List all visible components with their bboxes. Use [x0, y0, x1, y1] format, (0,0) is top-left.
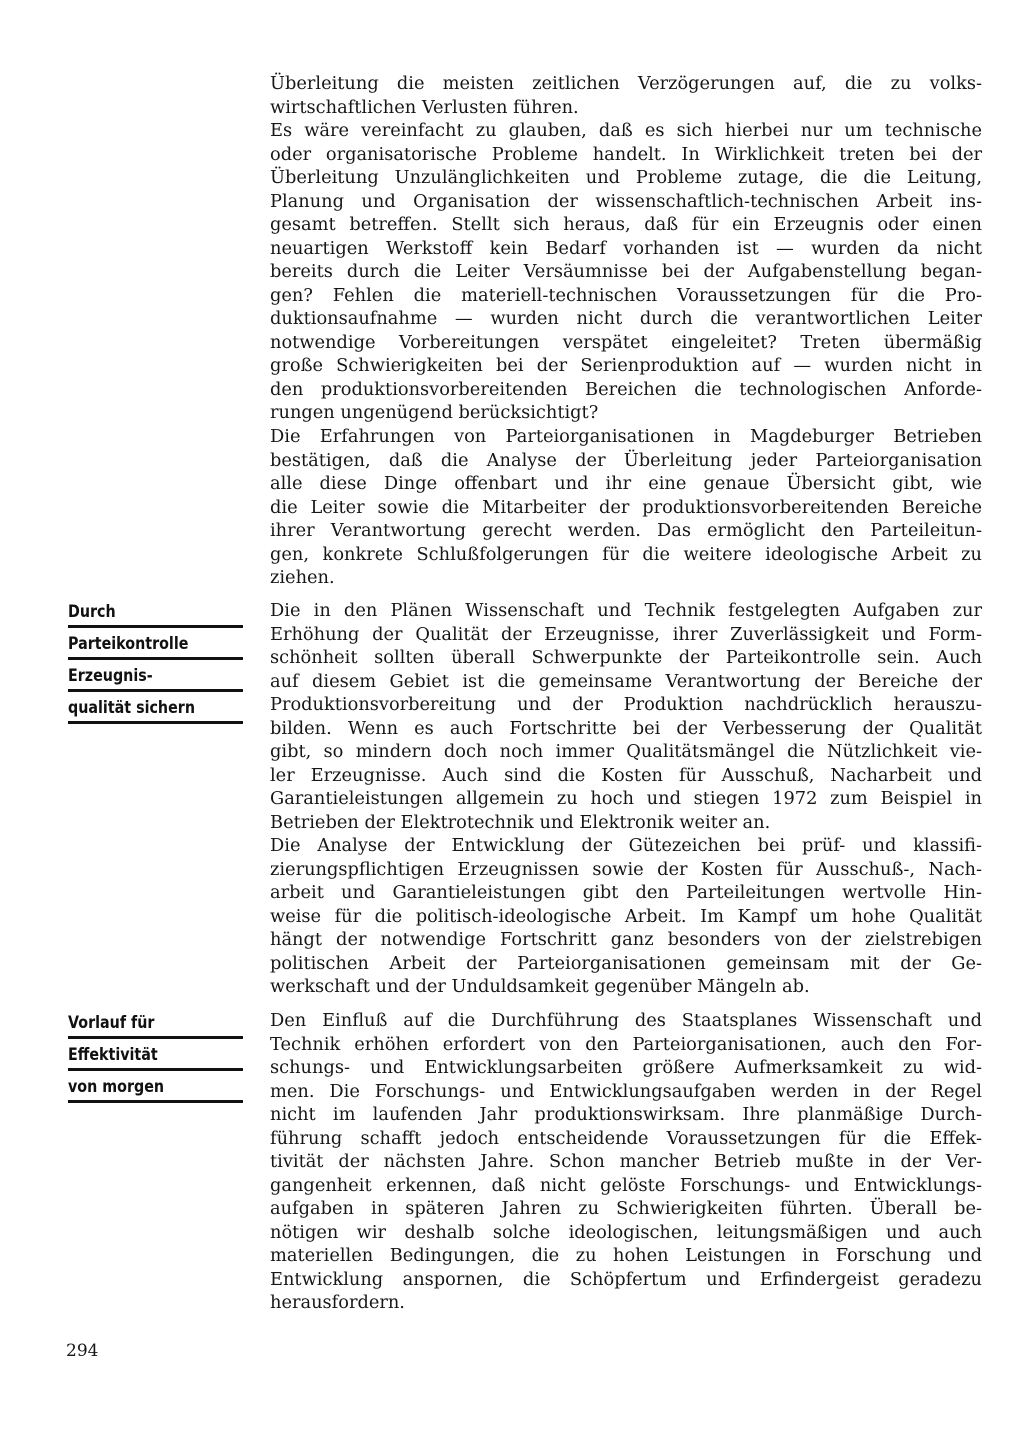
text-line: Es wäre vereinfacht zu glauben, daß es sich hierbei nur um technische: [270, 120, 982, 141]
heading-rule: [68, 1068, 243, 1071]
text-line: gen, konkrete Schlußfolgerungen für die weitere ideologische Arbeit zu: [270, 543, 982, 565]
page-number: 294: [66, 1341, 99, 1361]
heading-line: qualität sichern: [68, 698, 195, 718]
text-line: ihrer Verantwortung gerecht werden. Das ermöglicht den Parteileitun-: [270, 520, 982, 541]
text-line: schönheit sollten überall Schwerpunkte der Parteikontrolle sein. Auch: [270, 647, 982, 668]
text-line: nicht im laufenden Jahr produktionswirksam. Ihre planmäßige Durch-: [270, 1104, 982, 1125]
heading-line: Vorlauf für: [68, 1013, 155, 1033]
heading-line: Parteikontrolle: [68, 634, 189, 654]
text-line: arbeit und Garantieleistungen gibt den Parteileitungen wertvolle Hin-: [270, 882, 982, 903]
text-line: alle diese Dinge offenbart und ihr eine genaue Übersicht gibt, wie: [270, 473, 982, 494]
text-line: Betrieben der Elektrotechnik und Elektronik weiter an.: [270, 811, 771, 833]
text-line: hängt der notwendige Fortschritt ganz besonders von der zielstrebigen: [270, 929, 982, 950]
text-line: den produktionsvorbereitenden Bereichen die technologischen Anforde-: [270, 378, 982, 400]
text-line: Produktionsvorbereitung und der Produktion nachdrücklich herauszu-: [270, 694, 982, 715]
paragraph-1: [270, 72, 982, 119]
heading-rule: [68, 625, 243, 628]
heading-rule: [68, 721, 243, 724]
heading-line: von morgen: [68, 1077, 165, 1097]
heading-rule: [68, 657, 243, 660]
text-line: materiellen Bedingungen, die zu hohen Leistungen in Forschung und: [270, 1245, 982, 1266]
text-line: werkschaft und der Unduldsamkeit gegenüber Mängeln ab.: [270, 976, 810, 997]
sidebar-heading-research: [68, 1011, 164, 1099]
text-line: Die Analyse der Entwicklung der Gütezeichen bei prüf- und klassifi-: [270, 835, 982, 856]
text-line: neuartigen Werkstoff kein Bedarf vorhanden ist — wurden da nicht: [270, 237, 982, 259]
text-line: schungs- und Entwicklungsarbeiten größere Aufmerksamkeit zu wid-: [270, 1057, 982, 1078]
text-line: auf diesem Gebiet ist die gemeinsame Verantwortung der Bereiche der: [270, 670, 982, 692]
paragraph-3: [270, 425, 982, 590]
heading-line: Effektivität: [68, 1045, 158, 1065]
text-line: große Schwierigkeiten bei der Serienproduktion auf — wurden nicht in: [270, 355, 982, 376]
text-line: die Leiter sowie die Mitarbeiter der produktionsvorbereitenden Bereiche: [270, 496, 982, 518]
text-line: Entwicklung anspornen, die Schöpfertum und Erfindergeist geradezu: [270, 1268, 982, 1290]
text-line: notwendige Vorbereitungen verspätet eingeleitet? Treten übermäßig: [270, 331, 982, 353]
text-line: bilden. Wenn es auch Fortschritte bei der Verbesserung der Qualität: [270, 717, 982, 739]
text-line: nötigen wir deshalb solche ideologischen, leitungsmäßigen und auch: [270, 1221, 982, 1243]
text-line: Die Erfahrungen von Parteiorganisationen in Magdeburger Betrieben: [270, 426, 982, 447]
heading-rule: [68, 1100, 243, 1103]
sidebar-heading-quality: [68, 600, 195, 720]
paragraph-4: [270, 599, 982, 834]
heading-line: Erzeugnis-: [68, 666, 153, 686]
text-line: Garantieleistungen allgemein zu hoch und stiegen 1972 zum Beispiel in: [270, 788, 982, 809]
paragraph-5: [270, 834, 982, 999]
text-line: Überleitung die meisten zeitlichen Verzögerungen auf, die zu volks-: [270, 73, 982, 94]
text-line: bestätigen, daß die Analyse der Überleitung jeder Parteiorganisation: [270, 449, 982, 471]
text-line: Den Einfluß auf die Durchführung des Staatsplanes Wissenschaft und: [270, 1010, 982, 1031]
text-line: führung schafft jedoch entscheidende Voraussetzungen für die Effek-: [270, 1127, 982, 1149]
text-line: aufgaben in späteren Jahren zu Schwierigkeiten führten. Überall be-: [270, 1198, 982, 1219]
text-line: bereits durch die Leiter Versäumnisse bei der Aufgabenstellung began-: [270, 261, 982, 282]
text-line: wirtschaftlichen Verlusten führen.: [270, 96, 579, 118]
text-line: duktionsaufnahme — wurden nicht durch die verantwortlichen Leiter: [270, 308, 982, 329]
text-line: herausfordern.: [270, 1292, 405, 1313]
text-line: men. Die Forschungs- und Entwicklungsaufgaben werden in der Regel: [270, 1080, 982, 1102]
text-line: oder organisatorische Probleme handelt. In Wirklichkeit treten bei der: [270, 143, 982, 165]
text-line: gen? Fehlen die materiell-technischen Voraussetzungen für die Pro-: [270, 284, 982, 306]
text-line: ziehen.: [270, 567, 335, 588]
heading-rule: [68, 689, 243, 692]
text-line: Die in den Plänen Wissenschaft und Technik festgelegten Aufgaben zur: [270, 600, 982, 621]
text-line: rungen ungenügend berücksichtigt?: [270, 402, 599, 423]
text-line: Überleitung Unzulänglichkeiten und Probleme zutage, die die Leitung,: [270, 167, 982, 188]
text-line: Erhöhung der Qualität der Erzeugnisse, ihrer Zuverlässigkeit und Form-: [270, 623, 982, 645]
heading-line: Durch: [68, 602, 116, 622]
paragraph-6: [270, 1009, 982, 1315]
text-line: gangenheit erkennen, daß nicht gelöste Forschungs- und Entwicklungs-: [270, 1174, 982, 1196]
text-line: ler Erzeugnisse. Auch sind die Kosten für Ausschuß, Nacharbeit und: [270, 764, 982, 786]
heading-rule: [68, 1036, 243, 1039]
text-line: gesamt betreffen. Stellt sich heraus, daß für ein Erzeugnis oder einen: [270, 214, 982, 235]
text-line: gibt, so mindern doch noch immer Qualitätsmängel die Nützlichkeit vie-: [270, 741, 982, 762]
paragraph-2: [270, 119, 982, 425]
text-line: zierungspflichtigen Erzeugnissen sowie der Kosten für Ausschuß-, Nach-: [270, 858, 982, 880]
text-line: politischen Arbeit der Parteiorganisationen gemeinsam mit der Ge-: [270, 952, 982, 974]
text-line: Planung und Organisation der wissenschaftlich-technischen Arbeit ins-: [270, 190, 982, 212]
text-line: tivität der nächsten Jahre. Schon mancher Betrieb mußte in der Ver-: [270, 1151, 982, 1172]
text-line: weise für die politisch-ideologische Arbeit. Im Kampf um hohe Qualität: [270, 905, 982, 927]
text-line: Technik erhöhen erfordert von den Parteiorganisationen, auch den For-: [270, 1033, 982, 1055]
